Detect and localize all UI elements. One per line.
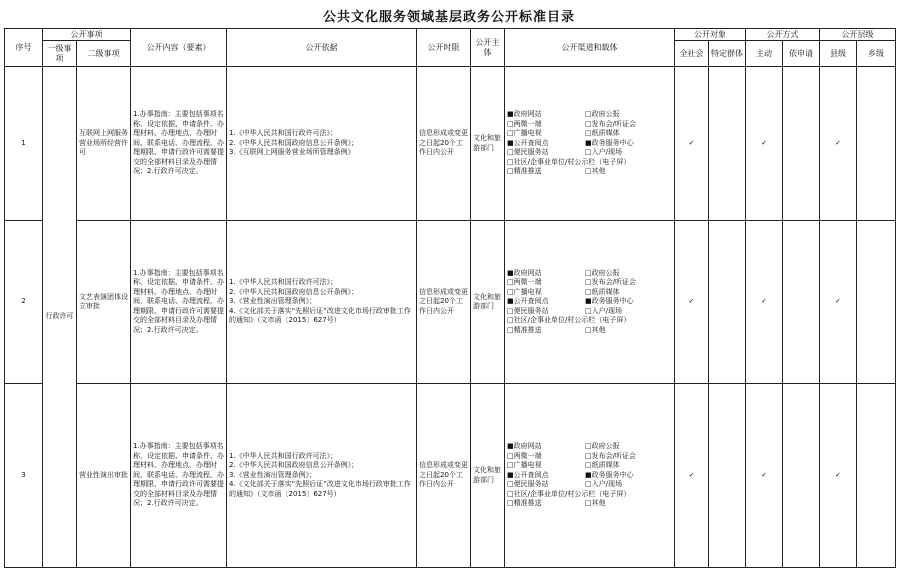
table-row bbox=[5, 221, 896, 384]
row-content: 1.办事指南：主要包括事项名称、设定依据、申请条件、办理材料、办理地点、办理时间、联系电话、办理流程、办理期限、申请行政许可需要提交的全部材料目录及办理情况；2.行政许可决定。 bbox=[131, 221, 227, 384]
channel-option: □发布会/听证会 bbox=[585, 451, 636, 460]
channel-option: □便民服务站 bbox=[507, 306, 549, 315]
check-mark: ✓ bbox=[746, 384, 783, 568]
row-level2: 营业性演出审批 bbox=[77, 384, 131, 568]
row-channels bbox=[505, 384, 675, 568]
channel-option: □政府公报 bbox=[585, 110, 620, 119]
channel-option: □精准推送 bbox=[507, 499, 542, 508]
header-seq: 序号 bbox=[5, 29, 43, 67]
header-content: 公开内容（要素） bbox=[131, 29, 227, 67]
row-request bbox=[783, 384, 820, 568]
row-channels bbox=[505, 221, 675, 384]
channel-option: ■政务服务中心 bbox=[585, 297, 634, 306]
basis-item: 1.《中华人民共和国行政许可法》； bbox=[229, 278, 338, 287]
header-society: 全社会 bbox=[675, 41, 709, 67]
header-level2: 二级事项 bbox=[77, 41, 131, 67]
channel-option: □精准推送 bbox=[507, 167, 542, 176]
header-matter: 公开事项 bbox=[43, 29, 131, 41]
catalog-table bbox=[4, 28, 896, 568]
header-county: 县级 bbox=[820, 41, 857, 67]
channel-option: □两微一端 bbox=[507, 119, 542, 128]
header-active: 主动 bbox=[746, 41, 783, 67]
channel-option: □纸质媒体 bbox=[585, 287, 620, 296]
check-mark: ✓ bbox=[820, 67, 857, 221]
check-mark: ✓ bbox=[675, 67, 709, 221]
channel-option: □纸质媒体 bbox=[585, 129, 620, 138]
channel-option: ■公开查阅点 bbox=[507, 297, 549, 306]
table-row bbox=[5, 67, 896, 221]
row-subject: 文化和旅游部门 bbox=[471, 67, 505, 221]
channel-option: □社区/企事业单位/村公示栏（电子屏） bbox=[507, 489, 631, 498]
channel-option: ■政务服务中心 bbox=[585, 138, 634, 147]
basis-item: 3.《互联网上网服务营业场所管理条例》 bbox=[229, 148, 355, 157]
channel-option: □便民服务站 bbox=[507, 480, 549, 489]
header-channel: 公开渠道和载体 bbox=[505, 29, 675, 67]
channel-option: ■政府网站 bbox=[507, 442, 542, 451]
channel-option: □政府公报 bbox=[585, 442, 620, 451]
channel-option: ■公开查阅点 bbox=[507, 470, 549, 479]
basis-item: 1.《中华人民共和国行政许可法》； bbox=[229, 451, 338, 460]
channel-option: □发布会/听证会 bbox=[585, 278, 636, 287]
header-request: 依申请 bbox=[783, 41, 820, 67]
channel-option: □社区/企事业单位/村公示栏（电子屏） bbox=[507, 316, 631, 325]
channel-option: □社区/企事业单位/村公示栏（电子屏） bbox=[507, 157, 631, 166]
basis-item: 1.《中华人民共和国行政许可法》； bbox=[229, 129, 338, 138]
channel-option: □两微一端 bbox=[507, 451, 542, 460]
channel-option: □入户/现场 bbox=[585, 148, 622, 157]
document-title: 公共文化服务领域基层政务公开标准目录 bbox=[322, 10, 575, 25]
basis-item: 3.《营业性演出管理条例》； bbox=[229, 297, 317, 306]
row-request bbox=[783, 221, 820, 384]
row-seq: 2 bbox=[5, 221, 43, 384]
channel-option: □其他 bbox=[585, 325, 606, 334]
row-basis bbox=[227, 384, 417, 568]
channel-option: ■政府网站 bbox=[507, 110, 542, 119]
basis-item: 4.《文化部关于落实“先照后证”改进文化市场行政审批工作的通知》（文市函〔2015〕627号） bbox=[229, 306, 411, 325]
header-subject: 公开主体 bbox=[471, 29, 505, 67]
header-method: 公开方式 bbox=[746, 29, 820, 41]
channel-option: □政府公报 bbox=[585, 268, 620, 277]
row-request bbox=[783, 67, 820, 221]
header-township: 乡级 bbox=[857, 41, 896, 67]
row-basis bbox=[227, 67, 417, 221]
check-mark: ✓ bbox=[675, 221, 709, 384]
row-group bbox=[709, 384, 746, 568]
header-level1: 一级事项 bbox=[43, 41, 77, 67]
channel-option: □入户/现场 bbox=[585, 480, 622, 489]
channel-option: □其他 bbox=[585, 499, 606, 508]
check-mark: ✓ bbox=[746, 221, 783, 384]
header-target: 公开对象 bbox=[675, 29, 746, 41]
basis-item: 2.《中华人民共和国政府信息公开条例》； bbox=[229, 287, 359, 296]
basis-item: 3.《营业性演出管理条例》； bbox=[229, 470, 317, 479]
row-channels bbox=[505, 67, 675, 221]
row-group bbox=[709, 221, 746, 384]
channel-option: □广播电视 bbox=[507, 129, 542, 138]
row-level1: 行政许可 bbox=[43, 67, 77, 568]
row-level2: 互联网上网服务营业场所经营许可 bbox=[77, 67, 131, 221]
header-row-top bbox=[5, 29, 896, 41]
row-content: 1.办事指南：主要包括事项名称、设定依据、申请条件、办理材料、办理地点、办理时间、联系电话、办理流程、办理期限、申请行政许可需要提交的全部材料目录及办理情况；2.行政许可决定。 bbox=[131, 384, 227, 568]
row-basis bbox=[227, 221, 417, 384]
row-subject: 文化和旅游部门 bbox=[471, 221, 505, 384]
table-row bbox=[5, 384, 896, 568]
channel-option: □广播电视 bbox=[507, 287, 542, 296]
row-time: 信息形成或变更之日起20个工作日内公开 bbox=[417, 384, 471, 568]
row-township bbox=[857, 67, 896, 221]
row-township bbox=[857, 384, 896, 568]
channel-option: □发布会/听证会 bbox=[585, 119, 636, 128]
header-level: 公开层级 bbox=[820, 29, 896, 41]
row-township bbox=[857, 221, 896, 384]
header-basis: 公开依据 bbox=[227, 29, 417, 67]
basis-item: 2.《中华人民共和国政府信息公开条例》； bbox=[229, 138, 359, 147]
channel-option: ■政务服务中心 bbox=[585, 470, 634, 479]
channel-option: □便民服务站 bbox=[507, 148, 549, 157]
row-subject: 文化和旅游部门 bbox=[471, 384, 505, 568]
channel-option: □精准推送 bbox=[507, 325, 542, 334]
row-seq: 3 bbox=[5, 384, 43, 568]
channel-option: □其他 bbox=[585, 167, 606, 176]
channel-option: ■公开查阅点 bbox=[507, 138, 549, 147]
check-mark: ✓ bbox=[820, 384, 857, 568]
header-time: 公开时限 bbox=[417, 29, 471, 67]
channel-option: □入户/现场 bbox=[585, 306, 622, 315]
row-time: 信息形成或变更之日起20个工作日内公开 bbox=[417, 67, 471, 221]
basis-item: 2.《中华人民共和国政府信息公开条例》； bbox=[229, 461, 359, 470]
check-mark: ✓ bbox=[746, 67, 783, 221]
channel-option: □纸质媒体 bbox=[585, 461, 620, 470]
row-group bbox=[709, 67, 746, 221]
channel-option: □广播电视 bbox=[507, 461, 542, 470]
header-group: 特定群体 bbox=[709, 41, 746, 67]
basis-item: 4.《文化部关于落实“先照后证”改进文化市场行政审批工作的通知》（文市函〔2015〕627号） bbox=[229, 480, 411, 498]
check-mark: ✓ bbox=[820, 221, 857, 384]
row-seq: 1 bbox=[5, 67, 43, 221]
channel-option: ■政府网站 bbox=[507, 268, 542, 277]
row-time: 信息形成或变更之日起20个工作日内公开 bbox=[417, 221, 471, 384]
row-level2: 文艺表演团体设立审批 bbox=[77, 221, 131, 384]
channel-option: □两微一端 bbox=[507, 278, 542, 287]
check-mark: ✓ bbox=[675, 384, 709, 568]
row-content: 1.办事指南：主要包括事项名称、设定依据、申请条件、办理材料、办理地点、办理时间、联系电话、办理流程、办理期限、申请行政许可需要提交的全部材料目录及办理情况；2.行政许可决定。 bbox=[131, 67, 227, 221]
